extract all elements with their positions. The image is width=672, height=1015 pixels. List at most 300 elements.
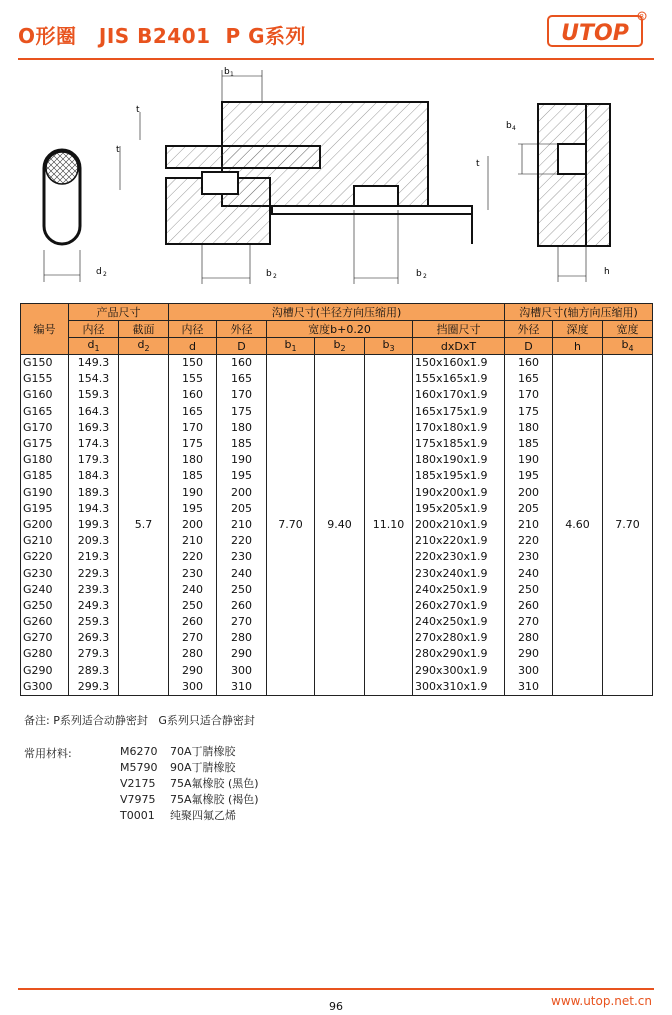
materials-label: 常用材料:: [24, 747, 72, 760]
header-groove-inner: 内径: [169, 321, 217, 338]
table-row: [21, 630, 653, 646]
header-width: 宽度b+0.20: [267, 321, 413, 338]
cell-b2: [315, 404, 365, 420]
cell-d: 290: [169, 663, 217, 679]
cell-b1: [267, 452, 315, 468]
svg-text:2: 2: [273, 273, 277, 280]
cell-ring: 180x190x1.9: [413, 452, 505, 468]
cell-b2: [315, 630, 365, 646]
table-row: [21, 663, 653, 679]
svg-text:2: 2: [103, 271, 107, 278]
cell-b3: [365, 501, 413, 517]
note-text: 备注: P系列适合动静密封 G系列只适合静密封: [24, 714, 255, 727]
cell-axD: 230: [505, 549, 553, 565]
cell-h: [553, 404, 603, 420]
cell-d2: [119, 630, 169, 646]
cell-b3: [365, 355, 413, 372]
cell-h: [553, 598, 603, 614]
cell-axD: 200: [505, 485, 553, 501]
cell-b2: [315, 646, 365, 662]
cell-h: [553, 614, 603, 630]
cell-b3: [365, 468, 413, 484]
material-desc: 纯聚四氟乙烯: [170, 809, 236, 822]
label-t1: t: [136, 105, 140, 115]
cell-D: 190: [217, 452, 267, 468]
material-item: [120, 808, 259, 824]
cell-axD: 240: [505, 565, 553, 581]
table-row: [21, 485, 653, 501]
cell-d2: [119, 452, 169, 468]
cell-axD: 170: [505, 387, 553, 403]
cell-h: [553, 582, 603, 598]
cell-b1: [267, 663, 315, 679]
cell-code: G165: [21, 404, 69, 420]
cell-d2: [119, 646, 169, 662]
cell-axD: 310: [505, 679, 553, 696]
cell-b3: [365, 371, 413, 387]
table-row: [21, 436, 653, 452]
symbol-d2: $d_2$: [119, 338, 169, 355]
cell-h: [553, 355, 603, 372]
cell-b4: [603, 501, 653, 517]
cell-h: [553, 452, 603, 468]
cell-d1: 154.3: [69, 371, 119, 387]
cell-b2: [315, 582, 365, 598]
cell-code: G155: [21, 371, 69, 387]
cell-D: 160: [217, 355, 267, 372]
cell-b3: [365, 663, 413, 679]
cell-axD: 195: [505, 468, 553, 484]
cell-d1: 179.3: [69, 452, 119, 468]
header-groove-radial: 沟槽尺寸(半径方向压缩用): [169, 304, 505, 321]
cell-d1: 239.3: [69, 582, 119, 598]
label-d2: d: [96, 267, 102, 277]
cell-b3: [365, 646, 413, 662]
cell-d2: [119, 582, 169, 598]
cell-axD: 270: [505, 614, 553, 630]
cell-code: G270: [21, 630, 69, 646]
cell-d2: [119, 355, 169, 372]
cell-axD: 175: [505, 404, 553, 420]
cell-d: 185: [169, 468, 217, 484]
cell-d1: 194.3: [69, 501, 119, 517]
cell-b2: [315, 598, 365, 614]
cell-b3: [365, 565, 413, 581]
cell-D: 220: [217, 533, 267, 549]
material-desc: 75A氟橡胶 (黑色): [170, 777, 259, 790]
cell-ring: 160x170x1.9: [413, 387, 505, 403]
cell-ring: 150x160x1.9: [413, 355, 505, 372]
cell-ring: 165x175x1.9: [413, 404, 505, 420]
table-row: [21, 646, 653, 662]
specification-table: [20, 303, 653, 696]
cell-axD: 160: [505, 355, 553, 372]
cell-ring: 190x200x1.9: [413, 485, 505, 501]
cell-b4: 7.70: [603, 517, 653, 533]
cell-D: 205: [217, 501, 267, 517]
cell-axD: 185: [505, 436, 553, 452]
cell-b1: 7.70: [267, 517, 315, 533]
cell-h: [553, 533, 603, 549]
header-ring: 挡圈尺寸: [413, 321, 505, 338]
cell-d2: [119, 387, 169, 403]
material-code: M5790: [120, 761, 158, 774]
cell-d2: [119, 371, 169, 387]
cell-code: G240: [21, 582, 69, 598]
cell-code: G190: [21, 485, 69, 501]
cell-d: 170: [169, 420, 217, 436]
cell-b4: [603, 533, 653, 549]
materials-list: [120, 744, 259, 824]
header-section: 截面: [119, 321, 169, 338]
cell-h: [553, 663, 603, 679]
cell-b1: [267, 420, 315, 436]
cell-d: 165: [169, 404, 217, 420]
table-row: [21, 533, 653, 549]
cell-b3: [365, 485, 413, 501]
cell-d1: 164.3: [69, 404, 119, 420]
cell-b2: [315, 355, 365, 372]
cell-d: 260: [169, 614, 217, 630]
cell-b1: [267, 436, 315, 452]
groove-cross-section-drawing: [0, 60, 672, 300]
cell-ring: 170x180x1.9: [413, 420, 505, 436]
cell-ring: 230x240x1.9: [413, 565, 505, 581]
symbol-b4: $b_4$: [603, 338, 653, 355]
cell-h: [553, 485, 603, 501]
cell-d2: [119, 598, 169, 614]
cell-h: [553, 549, 603, 565]
label-b1: b: [224, 67, 230, 77]
cell-h: [553, 371, 603, 387]
header-axial-outer: 外径: [505, 321, 553, 338]
cell-ring: 195x205x1.9: [413, 501, 505, 517]
table-row: [21, 679, 653, 696]
cell-d1: 269.3: [69, 630, 119, 646]
table-row: [21, 517, 653, 533]
table-row: [21, 598, 653, 614]
cell-d: 220: [169, 549, 217, 565]
cell-b4: [603, 468, 653, 484]
cell-d1: 174.3: [69, 436, 119, 452]
cell-d2: [119, 485, 169, 501]
cell-b4: [603, 387, 653, 403]
table-body: [21, 355, 653, 696]
cell-d: 280: [169, 646, 217, 662]
cell-D: 260: [217, 598, 267, 614]
material-item: [120, 744, 259, 760]
cell-ring: 280x290x1.9: [413, 646, 505, 662]
cell-h: [553, 646, 603, 662]
cell-d1: 229.3: [69, 565, 119, 581]
cell-b4: [603, 485, 653, 501]
symbol-b2: $b_2$: [315, 338, 365, 355]
cell-b2: [315, 468, 365, 484]
cell-d: 200: [169, 517, 217, 533]
cell-code: G150: [21, 355, 69, 372]
cell-b2: [315, 371, 365, 387]
table-row: [21, 549, 653, 565]
cell-code: G160: [21, 387, 69, 403]
cell-code: G300: [21, 679, 69, 696]
label-b2-left: b: [266, 269, 272, 279]
cell-b1: [267, 404, 315, 420]
header-groove-outer: 外径: [217, 321, 267, 338]
cell-b1: [267, 630, 315, 646]
cell-ring: 270x280x1.9: [413, 630, 505, 646]
symbol-D: D: [217, 338, 267, 355]
cell-d1: 289.3: [69, 663, 119, 679]
material-desc: 90A丁腈橡胶: [170, 761, 236, 774]
cell-code: G180: [21, 452, 69, 468]
cell-b4: [603, 452, 653, 468]
material-item: [120, 760, 259, 776]
cell-b3: [365, 614, 413, 630]
cell-b4: [603, 565, 653, 581]
cell-b2: [315, 549, 365, 565]
cell-code: G220: [21, 549, 69, 565]
table-row: [21, 582, 653, 598]
cell-D: 310: [217, 679, 267, 696]
cell-b3: [365, 420, 413, 436]
cell-b4: [603, 371, 653, 387]
cell-b3: 11.10: [365, 517, 413, 533]
cell-b4: [603, 663, 653, 679]
cell-D: 300: [217, 663, 267, 679]
cell-axD: 180: [505, 420, 553, 436]
cell-b4: [603, 614, 653, 630]
symbol-b3: $b_3$: [365, 338, 413, 355]
cell-axD: 300: [505, 663, 553, 679]
cell-d1: 209.3: [69, 533, 119, 549]
cell-b1: [267, 468, 315, 484]
cell-b2: [315, 533, 365, 549]
cell-axD: 190: [505, 452, 553, 468]
utop-logo: [546, 10, 648, 50]
cell-D: 290: [217, 646, 267, 662]
cell-D: 185: [217, 436, 267, 452]
table-row: [21, 614, 653, 630]
symbol-d1: $d_1$: [69, 338, 119, 355]
cell-d1: 259.3: [69, 614, 119, 630]
cell-D: 250: [217, 582, 267, 598]
material-code: M6270: [120, 745, 158, 758]
cell-b4: [603, 630, 653, 646]
cell-b4: [603, 355, 653, 372]
cell-ring: 240x250x1.9: [413, 614, 505, 630]
cell-code: G185: [21, 468, 69, 484]
cell-d2: [119, 404, 169, 420]
table-row: [21, 468, 653, 484]
table-row: [21, 501, 653, 517]
cell-b1: [267, 565, 315, 581]
cell-d: 190: [169, 485, 217, 501]
cell-d: 230: [169, 565, 217, 581]
cell-ring: 260x270x1.9: [413, 598, 505, 614]
symbol-d: d: [169, 338, 217, 355]
cell-b3: [365, 549, 413, 565]
cell-code: G170: [21, 420, 69, 436]
cell-ring: 300x310x1.9: [413, 679, 505, 696]
cell-b1: [267, 485, 315, 501]
cell-b1: [267, 549, 315, 565]
cell-h: [553, 436, 603, 452]
cell-axD: 280: [505, 630, 553, 646]
table-row: [21, 387, 653, 403]
cell-D: 195: [217, 468, 267, 484]
cell-d1: 249.3: [69, 598, 119, 614]
cell-h: [553, 630, 603, 646]
cell-h: [553, 565, 603, 581]
cell-b1: [267, 582, 315, 598]
cell-code: G250: [21, 598, 69, 614]
cell-d1: 169.3: [69, 420, 119, 436]
header-depth: 深度: [553, 321, 603, 338]
label-h: h: [604, 267, 610, 277]
cell-D: 175: [217, 404, 267, 420]
cell-d1: 159.3: [69, 387, 119, 403]
cell-b2: [315, 565, 365, 581]
symbol-dxDxT: dxDxT: [413, 338, 505, 355]
material-item: [120, 776, 259, 792]
cell-b3: [365, 452, 413, 468]
header-product: 产品尺寸: [69, 304, 169, 321]
website-url: www.utop.net.cn: [551, 994, 652, 1008]
cell-code: G200: [21, 517, 69, 533]
table-row: [21, 371, 653, 387]
cell-ring: 185x195x1.9: [413, 468, 505, 484]
cell-b2: [315, 485, 365, 501]
cell-b4: [603, 404, 653, 420]
cell-b3: [365, 630, 413, 646]
header-inner: 内径: [69, 321, 119, 338]
cell-d1: 299.3: [69, 679, 119, 696]
cell-d1: 189.3: [69, 485, 119, 501]
cell-axD: 205: [505, 501, 553, 517]
cell-h: [553, 420, 603, 436]
cell-b4: [603, 598, 653, 614]
svg-text:1: 1: [230, 71, 234, 78]
cell-b1: [267, 533, 315, 549]
cell-b1: [267, 387, 315, 403]
cell-h: [553, 387, 603, 403]
table-row: [21, 355, 653, 372]
material-desc: 75A氟橡胶 (褐色): [170, 793, 259, 806]
axial-groove-section: [506, 104, 610, 282]
cell-D: 280: [217, 630, 267, 646]
table-row: [21, 565, 653, 581]
cell-d2: [119, 663, 169, 679]
material-code: V2175: [120, 777, 156, 790]
cell-D: 165: [217, 371, 267, 387]
cell-d1: 199.3: [69, 517, 119, 533]
cell-b3: [365, 387, 413, 403]
cell-d: 250: [169, 598, 217, 614]
svg-text:4: 4: [512, 125, 516, 132]
cell-code: G210: [21, 533, 69, 549]
material-item: [120, 792, 259, 808]
cell-d: 195: [169, 501, 217, 517]
cell-d2: [119, 436, 169, 452]
cell-b2: [315, 420, 365, 436]
cell-d: 240: [169, 582, 217, 598]
label-t3: t: [476, 159, 480, 169]
cell-code: G195: [21, 501, 69, 517]
cell-b4: [603, 549, 653, 565]
cell-b4: [603, 436, 653, 452]
cell-d2: [119, 614, 169, 630]
table-row: [21, 452, 653, 468]
cell-d1: 279.3: [69, 646, 119, 662]
cell-D: 180: [217, 420, 267, 436]
cell-d: 155: [169, 371, 217, 387]
cell-d2: [119, 533, 169, 549]
cell-code: G260: [21, 614, 69, 630]
cell-d2: [119, 549, 169, 565]
cell-b2: [315, 452, 365, 468]
cell-d: 180: [169, 452, 217, 468]
table-row: [21, 420, 653, 436]
cell-d: 160: [169, 387, 217, 403]
cell-d2: [119, 501, 169, 517]
cell-code: G175: [21, 436, 69, 452]
symbol-b1: $b_1$: [267, 338, 315, 355]
cell-b2: [315, 679, 365, 696]
cell-ring: 210x220x1.9: [413, 533, 505, 549]
cell-ring: 290x300x1.9: [413, 663, 505, 679]
cell-h: [553, 468, 603, 484]
cell-b1: [267, 371, 315, 387]
cell-d: 210: [169, 533, 217, 549]
logo-text: UTOP: [561, 21, 629, 46]
page-title: O形圈 JIS B2401 P G系列: [18, 24, 307, 48]
cell-h: 4.60: [553, 517, 603, 533]
cell-d1: 219.3: [69, 549, 119, 565]
cell-b4: [603, 420, 653, 436]
cell-b2: [315, 614, 365, 630]
cell-d2: [119, 468, 169, 484]
cell-axD: 250: [505, 582, 553, 598]
cell-axD: 290: [505, 646, 553, 662]
cell-d2: [119, 565, 169, 581]
cell-d: 150: [169, 355, 217, 372]
cell-b2: [315, 663, 365, 679]
cell-b1: [267, 646, 315, 662]
cell-axD: 165: [505, 371, 553, 387]
cell-b4: [603, 646, 653, 662]
cell-b2: [315, 436, 365, 452]
radial-groove-assembly: [116, 67, 488, 284]
cell-d1: 149.3: [69, 355, 119, 372]
cell-ring: 155x165x1.9: [413, 371, 505, 387]
cell-d: 175: [169, 436, 217, 452]
cell-D: 230: [217, 549, 267, 565]
header-code: 编号: [21, 304, 69, 355]
material-desc: 70A丁腈橡胶: [170, 745, 236, 758]
cell-b3: [365, 436, 413, 452]
cell-b3: [365, 533, 413, 549]
cell-axD: 260: [505, 598, 553, 614]
cell-h: [553, 501, 603, 517]
cell-b3: [365, 582, 413, 598]
cell-b1: [267, 355, 315, 372]
cell-b3: [365, 404, 413, 420]
cell-b2: 9.40: [315, 517, 365, 533]
symbol-axD: D: [505, 338, 553, 355]
page-number: 96: [329, 1000, 343, 1013]
material-code: T0001: [120, 809, 155, 822]
label-b4: b: [506, 121, 512, 131]
